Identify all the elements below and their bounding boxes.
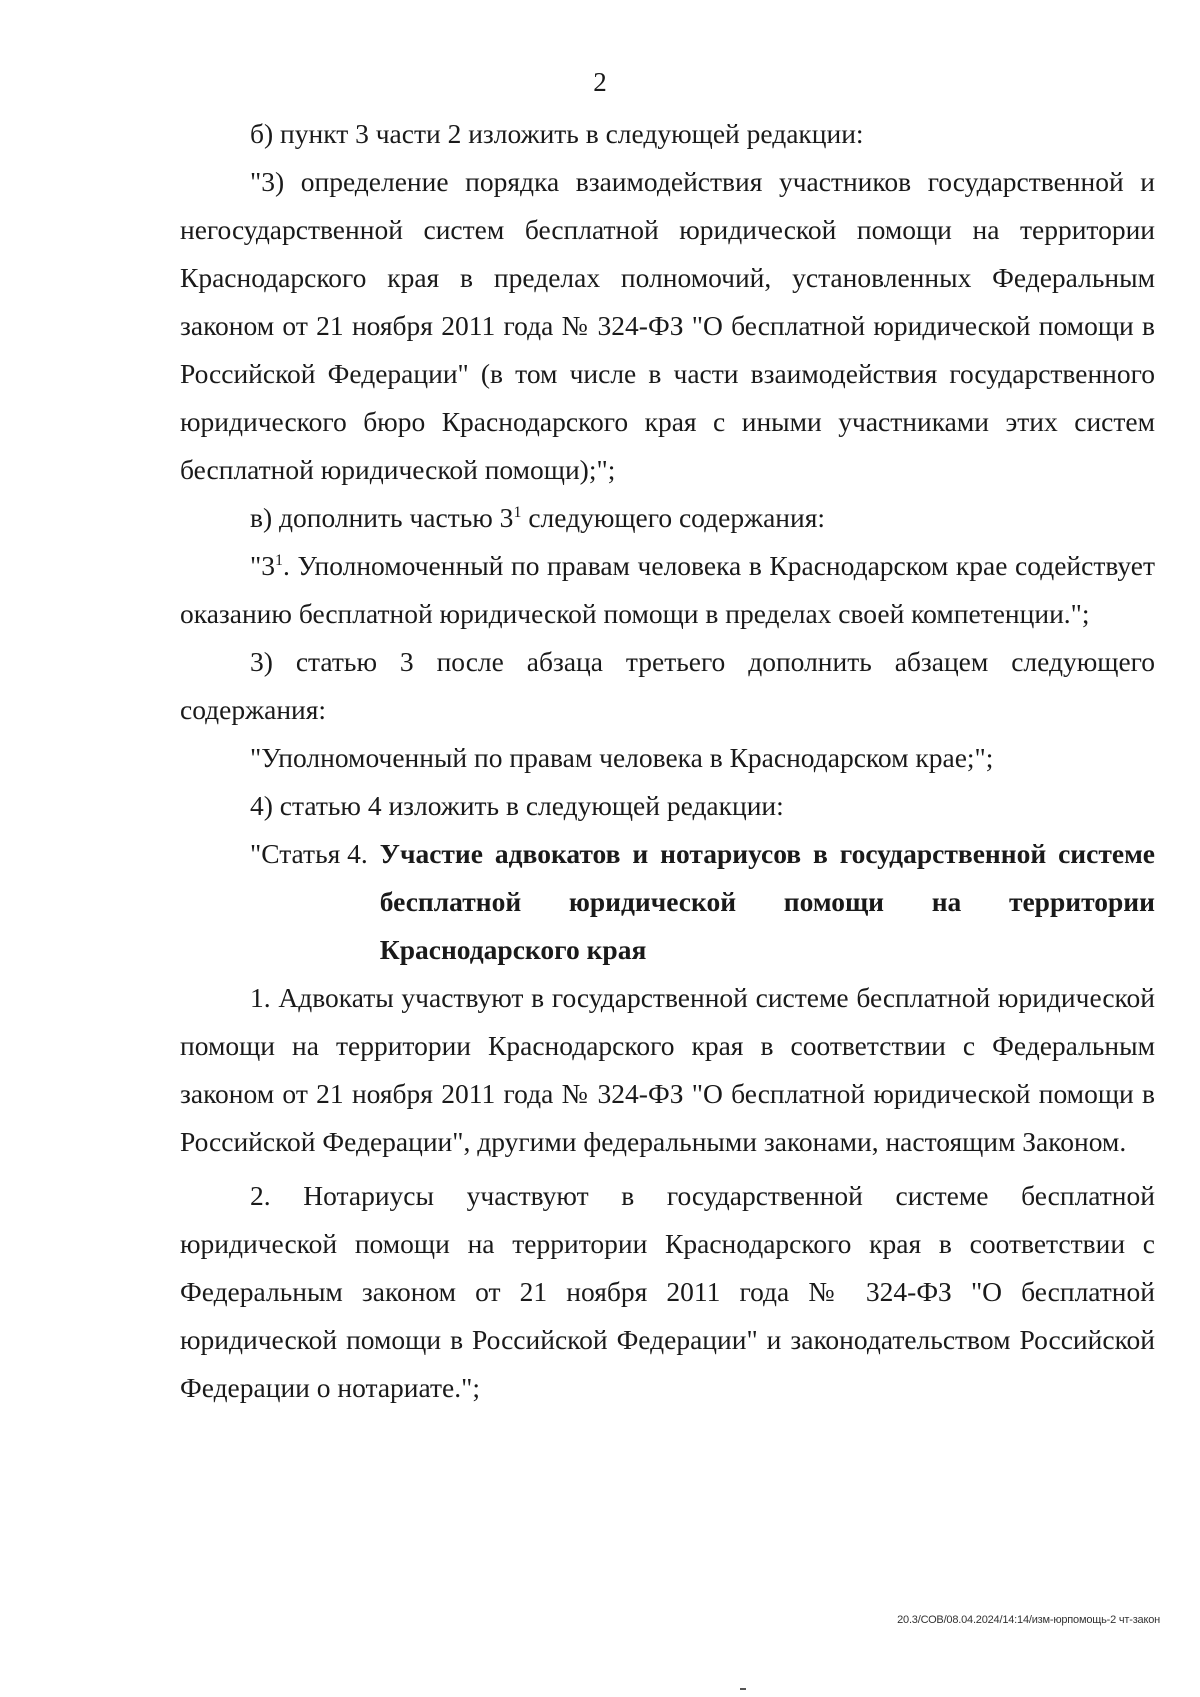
paragraph-quoted-part-end: . Уполномоченный по правам человека в Краснодарском крае содействует оказанию бесплатной юридической помощи в пределах своей компетенции."; <box>180 550 1155 629</box>
paragraph-v-text-end: следующего содержания: <box>521 502 826 533</box>
paragraph-quoted-part-start: "3 <box>250 550 275 581</box>
paragraph-v-add-part <box>180 494 1155 542</box>
paragraph-article-4-part-1: 1. Адвокаты участвуют в государственной системе бесплатной юридической помощи на территории Краснодарского края в соответствии с Федеральным законом от 21 ноября 2011 года № 324-ФЗ "О бесплатной юридической помощи в Российской Федерации", другими федеральными законами, настоящим Законом. <box>180 982 1155 1157</box>
paragraph-article-4-part-2: 2. Нотариусы участвуют в государственной системе бесплатной юридической помощи на территории Краснодарского края в соответствии с Федеральным законом от 21 ноября 2011 года № 324-ФЗ "О бесплатной юридической помощи в Российской Федерации" и законодательством Российской Федерации о нотариате."; <box>180 1180 1155 1403</box>
paragraph-quoted-item-3: "3) определение порядка взаимодействия участников государственной и негосударственной систем бесплатной юридической помощи на территории Краснодарского края в пределах полномочий, установленных Федеральным законом от 21 ноября 2011 года № 324-ФЗ "О бесплатной юридической помощи в Российской Федерации" (в том числе в части взаимодействия государственного юридического бюро Краснодарского края с иными участниками этих систем бесплатной юридической помощи);"; <box>180 166 1155 485</box>
paragraph-quoted-part-3-1 <box>180 542 1155 638</box>
article-4-heading <box>180 830 1155 974</box>
article-label: "Статья 4. <box>250 838 368 869</box>
superscript-1: 1 <box>274 551 283 569</box>
article-title: Участие адвокатов и нотариусов в государственной системе бесплатной юридической помощи на территории Краснодарского края <box>379 838 1155 965</box>
footer-document-reference: 20.3/СОВ/08.04.2024/14:14/изм-юрпомощь-2 чт-закон <box>897 1614 1160 1626</box>
superscript-1: 1 <box>513 503 522 521</box>
paragraph-b-item-3: б) пункт 3 части 2 изложить в следующей редакции: <box>250 118 864 149</box>
paragraph-item-4-article-4: 4) статью 4 изложить в следующей редакции: <box>250 790 784 821</box>
page-number: 2 <box>593 67 607 97</box>
document-body <box>180 110 1155 1412</box>
paragraph-v-text-start: в) дополнить частью 3 <box>250 502 514 533</box>
paragraph-item-3-article-3: 3) статью 3 после абзаца третьего дополнить абзацем следующего содержания: <box>180 646 1155 725</box>
paragraph-quoted-ombudsman: "Уполномоченный по правам человека в Краснодарском крае;"; <box>250 742 994 773</box>
scan-artifact <box>740 1688 746 1690</box>
